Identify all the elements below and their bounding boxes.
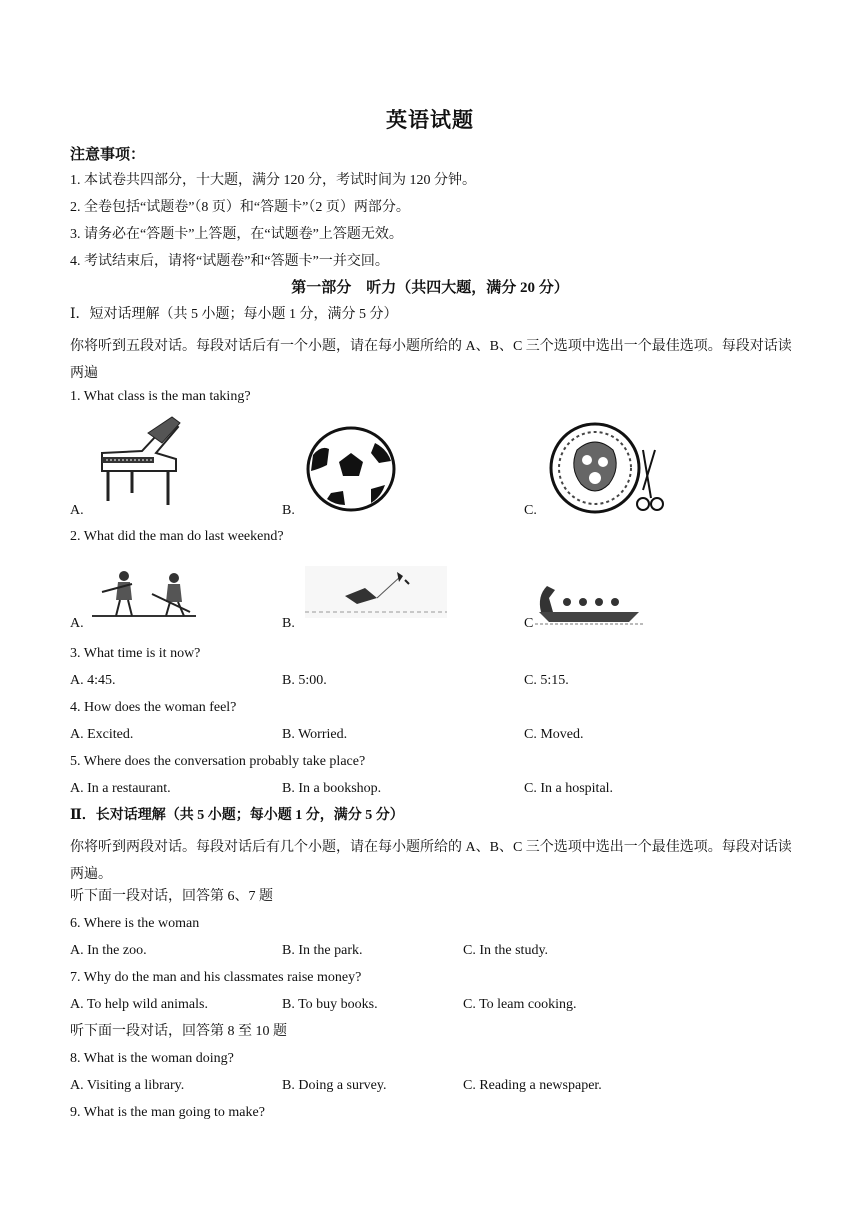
option-b: B. 5:00. [282,673,327,688]
piano-picture [92,413,182,508]
notice-item: 1. 本试卷共四部分，十大题，满分 120 分，考试时间为 120 分钟。 [70,173,476,188]
option-a: A. In the zoo. [70,943,147,958]
section-heading: Ⅱ．长对话理解（共 5 小题；每小题 1 分，满分 5 分） [70,808,404,823]
option-c-label: C. [524,503,537,518]
section-instructions: 你将听到两段对话。每段对话后有几个小题，请在每小题所给的 A、B、C 三个选项中选出一个最佳选项。每段对话读两遍。 [70,840,792,882]
option-b: B. To buy books. [282,997,378,1012]
notice-item: 3. 请务必在“答题卡”上答题，在“试题卷”上答题无效。 [70,227,403,242]
section-heading: Ⅰ．短对话理解（共 5 小题；每小题 1 分，满分 5 分） [70,307,398,322]
option-b: B. In a bookshop. [282,781,382,796]
group-instruction: 听下面一段对话，回答第 6、7 题 [70,889,273,904]
option-b-label: B. [282,503,295,518]
question-stem: 3. What time is it now? [70,646,201,661]
question-stem: 1. What class is the man taking? [70,389,251,404]
question-stem: 2. What did the man do last weekend? [70,529,284,544]
dragon-boat-picture [535,576,645,628]
group-instruction: 听下面一段对话，回答第 8 至 10 题 [70,1024,287,1039]
question-stem: 8. What is the woman doing? [70,1051,234,1066]
option-a-label: A. [70,503,84,518]
question-stem: 4. How does the woman feel? [70,700,237,715]
part-heading: 第一部分 听力（共四大题，满分 20 分） [291,280,569,296]
option-c: C. Moved. [524,727,584,742]
notice-heading: 注意事项： [70,147,146,163]
question-stem: 7. Why do the man and his classmates raise money? [70,970,362,985]
option-a: A. 4:45. [70,673,116,688]
option-b: B. Doing a survey. [282,1078,387,1093]
option-a: A. In a restaurant. [70,781,171,796]
notice-item: 4. 考试结束后，请将“试题卷”和“答题卡”一并交回。 [70,254,389,269]
option-c: C. In the study. [463,943,549,958]
option-a-label: A. [70,616,84,631]
question-stem: 6. Where is the woman [70,916,200,931]
kite-flying-picture [305,566,447,622]
option-c: C. In a hospital. [524,781,614,796]
option-a: A. To help wild animals. [70,997,208,1012]
option-c: C. Reading a newspaper. [463,1078,602,1093]
option-c: C. To leam cooking. [463,997,577,1012]
option-b: B. Worried. [282,727,348,742]
notice-item: 2. 全卷包括“试题卷”（8 页）和“答题卡”（2 页）两部分。 [70,200,410,215]
option-c: C. 5:15. [524,673,569,688]
option-c-label: C [524,616,534,631]
farm-work-picture [92,564,196,624]
section-instructions: 你将听到五段对话。每段对话后有一个小题，请在每小题所给的 A、B、C 三个选项中选出一个最佳选项。每段对话读两遍 [70,339,792,381]
option-a: A. Visiting a library. [70,1078,185,1093]
question-stem: 5. Where does the conversation probably take place? [70,754,366,769]
football-picture [305,425,397,513]
page-title: 英语试题 [386,108,474,132]
paper-cutting-picture [547,420,667,518]
option-b-label: B. [282,616,295,631]
option-a: A. Excited. [70,727,134,742]
option-b: B. In the park. [282,943,363,958]
question-stem: 9. What is the man going to make? [70,1105,265,1120]
